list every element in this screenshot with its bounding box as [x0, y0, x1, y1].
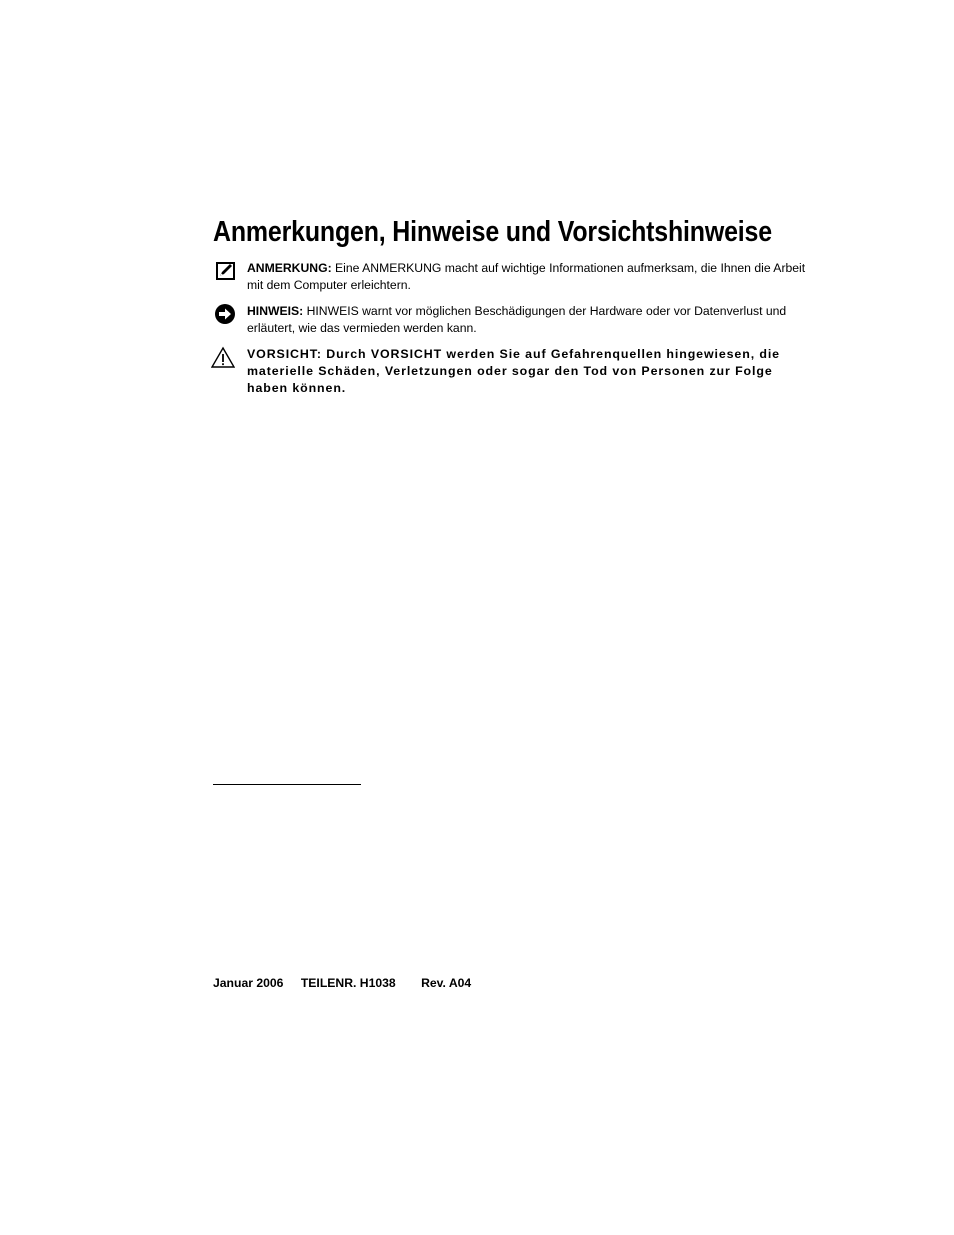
note-text — [247, 260, 813, 294]
footnote-divider — [213, 784, 361, 785]
footer-revision: Rev. A04 — [421, 976, 472, 990]
caution-body: Durch VORSICHT werden Sie auf Gefahrenquellen hingewiesen, die materielle Schäden, Verletzungen oder sogar den Tod von Personen zur Folge haben können. — [247, 347, 780, 395]
note-block — [213, 260, 813, 294]
page-title: Anmerkungen, Hinweise und Vorsichtshinweise — [213, 216, 772, 248]
note-pencil-icon — [213, 260, 237, 284]
notice-text — [247, 303, 813, 337]
notice-block — [213, 303, 813, 337]
notice-arrow-icon — [213, 303, 237, 327]
caution-text — [247, 346, 813, 397]
document-footer — [213, 976, 471, 990]
note-body: Eine ANMERKUNG macht auf wichtige Informationen aufmerksam, die Ihnen die Arbeit mit dem Computer erleichtern. — [247, 261, 806, 292]
footer-part-number: TEILENR. H1038 — [300, 976, 396, 990]
notice-body: HINWEIS warnt vor möglichen Beschädigungen der Hardware oder vor Datenverlust und erläutert, wie das vermieden werden kann. — [247, 304, 787, 335]
note-label: ANMERKUNG: — [247, 261, 332, 275]
notice-label: HINWEIS: — [247, 304, 304, 318]
caution-label: VORSICHT: — [247, 347, 322, 361]
caution-block — [213, 346, 813, 397]
footer-date: Januar 2006 — [213, 976, 284, 990]
caution-triangle-icon — [211, 346, 235, 370]
